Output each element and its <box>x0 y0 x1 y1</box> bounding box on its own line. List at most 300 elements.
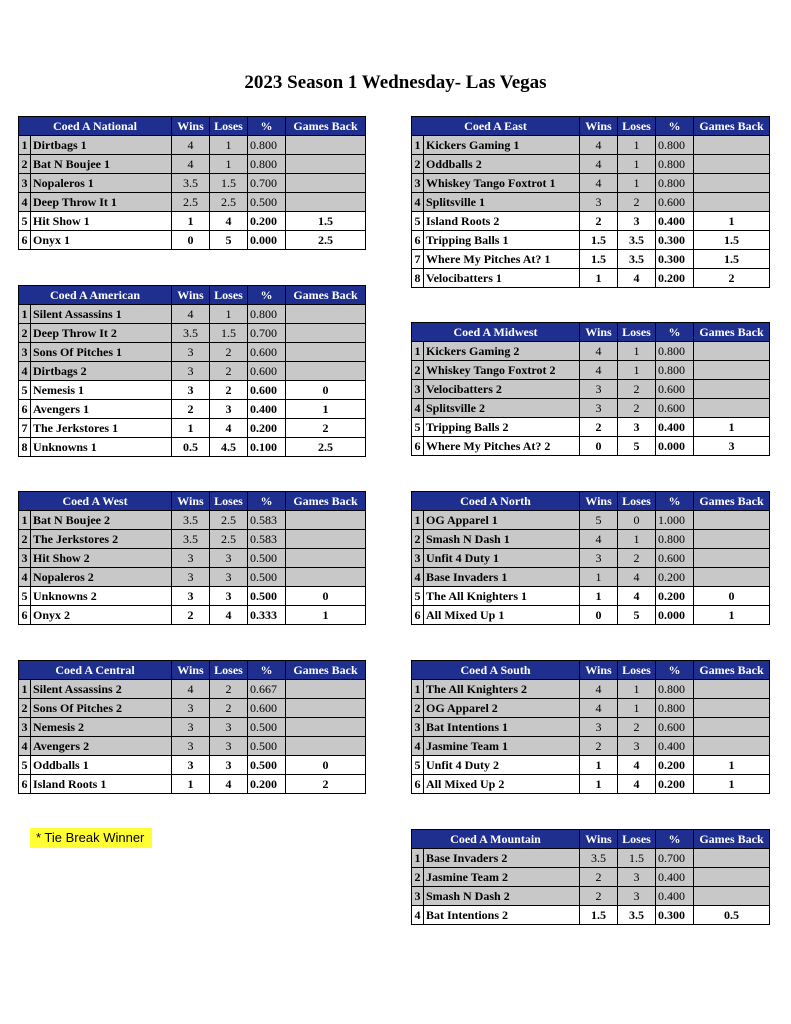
wins-cell: 0.5 <box>172 438 210 457</box>
division-table-coed-a-east <box>411 116 770 288</box>
standings-row <box>412 342 770 361</box>
loses-cell: 3 <box>210 400 248 419</box>
games-back-cell: 0.5 <box>694 906 770 925</box>
header-pct: % <box>248 492 286 511</box>
pct-cell: 0.000 <box>656 606 694 625</box>
standings-row <box>19 737 366 756</box>
games-back-cell <box>694 699 770 718</box>
wins-cell: 3 <box>172 587 210 606</box>
loses-cell: 3.5 <box>618 250 656 269</box>
pct-cell: 0.700 <box>656 849 694 868</box>
standings-row <box>19 212 366 231</box>
standings-row <box>412 361 770 380</box>
standings-row <box>19 155 366 174</box>
pct-cell: 0.800 <box>656 680 694 699</box>
games-back-cell <box>694 549 770 568</box>
wins-cell: 1.5 <box>580 250 618 269</box>
wins-cell: 3 <box>580 399 618 418</box>
header-pct: % <box>656 830 694 849</box>
pct-cell: 0.500 <box>248 193 286 212</box>
loses-cell: 2 <box>618 193 656 212</box>
team-name: Oddballs 1 <box>31 756 172 775</box>
team-name: Bat Intentions 2 <box>424 906 580 925</box>
loses-cell: 2.5 <box>210 193 248 212</box>
pct-cell: 0.500 <box>248 756 286 775</box>
games-back-cell <box>694 849 770 868</box>
loses-cell: 4 <box>618 587 656 606</box>
loses-cell: 3.5 <box>618 231 656 250</box>
wins-cell: 2 <box>580 737 618 756</box>
team-name: Velocibatters 2 <box>424 380 580 399</box>
wins-cell: 1 <box>580 756 618 775</box>
games-back-cell <box>286 737 366 756</box>
wins-cell: 3 <box>172 568 210 587</box>
games-back-cell: 2.5 <box>286 231 366 250</box>
header-wins: Wins <box>172 286 210 305</box>
pct-cell: 0.000 <box>248 231 286 250</box>
games-back-cell <box>286 549 366 568</box>
team-name: Deep Throw It 2 <box>31 324 172 343</box>
games-back-cell <box>694 568 770 587</box>
games-back-cell: 2 <box>286 775 366 794</box>
wins-cell: 3.5 <box>172 174 210 193</box>
rank-cell: 6 <box>412 606 424 625</box>
games-back-cell <box>286 511 366 530</box>
team-name: Unknowns 2 <box>31 587 172 606</box>
rank-cell: 6 <box>19 231 31 250</box>
team-name: Bat N Boujee 2 <box>31 511 172 530</box>
header-gb: Games Back <box>286 661 366 680</box>
standings-row <box>19 511 366 530</box>
games-back-cell <box>694 868 770 887</box>
team-name: Smash N Dash 1 <box>424 530 580 549</box>
standings-row <box>19 381 366 400</box>
games-back-cell <box>694 174 770 193</box>
pct-cell: 0.300 <box>656 906 694 925</box>
standings-row <box>19 775 366 794</box>
rank-cell: 6 <box>19 400 31 419</box>
pct-cell: 0.583 <box>248 511 286 530</box>
rank-cell: 4 <box>19 193 31 212</box>
rank-cell: 2 <box>412 530 424 549</box>
header-loses: Loses <box>618 492 656 511</box>
pct-cell: 0.800 <box>248 155 286 174</box>
rank-cell: 3 <box>412 718 424 737</box>
games-back-cell: 1.5 <box>694 250 770 269</box>
standings-row <box>19 419 366 438</box>
rank-cell: 1 <box>412 511 424 530</box>
division-header-row <box>412 117 770 136</box>
rank-cell: 5 <box>412 587 424 606</box>
division-name: Coed A Midwest <box>412 323 580 342</box>
standings-row <box>19 680 366 699</box>
header-loses: Loses <box>618 830 656 849</box>
header-pct: % <box>248 286 286 305</box>
header-wins: Wins <box>580 323 618 342</box>
pct-cell: 0.000 <box>656 437 694 456</box>
loses-cell: 1 <box>618 136 656 155</box>
rank-cell: 2 <box>412 155 424 174</box>
header-pct: % <box>656 492 694 511</box>
rank-cell: 2 <box>19 324 31 343</box>
loses-cell: 4 <box>618 568 656 587</box>
pct-cell: 0.600 <box>248 699 286 718</box>
rank-cell: 4 <box>19 568 31 587</box>
rank-cell: 3 <box>412 549 424 568</box>
header-gb: Games Back <box>286 492 366 511</box>
standings-row <box>412 193 770 212</box>
loses-cell: 3 <box>210 549 248 568</box>
standings-row <box>19 231 366 250</box>
loses-cell: 3 <box>210 756 248 775</box>
loses-cell: 4 <box>210 606 248 625</box>
pct-cell: 0.400 <box>656 868 694 887</box>
games-back-cell: 0 <box>286 587 366 606</box>
games-back-cell: 1 <box>286 606 366 625</box>
division-name: Coed A West <box>19 492 172 511</box>
rank-cell: 3 <box>412 887 424 906</box>
games-back-cell <box>286 718 366 737</box>
wins-cell: 0 <box>172 231 210 250</box>
team-name: Nopaleros 2 <box>31 568 172 587</box>
games-back-cell: 0 <box>286 756 366 775</box>
team-name: Onyx 1 <box>31 231 172 250</box>
pct-cell: 0.400 <box>656 887 694 906</box>
loses-cell: 2 <box>210 699 248 718</box>
team-name: Hit Show 2 <box>31 549 172 568</box>
rank-cell: 5 <box>19 212 31 231</box>
standings-row <box>19 324 366 343</box>
rank-cell: 5 <box>19 381 31 400</box>
team-name: Sons Of Pitches 1 <box>31 343 172 362</box>
games-back-cell <box>694 342 770 361</box>
team-name: Unfit 4 Duty 1 <box>424 549 580 568</box>
team-name: Whiskey Tango Foxtrot 1 <box>424 174 580 193</box>
division-name: Coed A National <box>19 117 172 136</box>
rank-cell: 1 <box>412 342 424 361</box>
pct-cell: 0.500 <box>248 568 286 587</box>
rank-cell: 2 <box>19 530 31 549</box>
rank-cell: 4 <box>412 193 424 212</box>
wins-cell: 3 <box>580 718 618 737</box>
team-name: All Mixed Up 1 <box>424 606 580 625</box>
wins-cell: 1.5 <box>580 906 618 925</box>
wins-cell: 3 <box>580 193 618 212</box>
rank-cell: 8 <box>412 269 424 288</box>
team-name: Tripping Balls 1 <box>424 231 580 250</box>
pct-cell: 0.500 <box>248 549 286 568</box>
team-name: All Mixed Up 2 <box>424 775 580 794</box>
pct-cell: 0.200 <box>248 775 286 794</box>
header-pct: % <box>656 661 694 680</box>
loses-cell: 1 <box>618 530 656 549</box>
loses-cell: 2.5 <box>210 511 248 530</box>
standings-row <box>19 568 366 587</box>
rank-cell: 1 <box>412 680 424 699</box>
loses-cell: 2.5 <box>210 530 248 549</box>
loses-cell: 3 <box>618 418 656 437</box>
games-back-cell <box>286 680 366 699</box>
loses-cell: 1 <box>210 136 248 155</box>
pct-cell: 0.800 <box>248 305 286 324</box>
team-name: Deep Throw It 1 <box>31 193 172 212</box>
games-back-cell <box>286 174 366 193</box>
standings-row <box>19 362 366 381</box>
loses-cell: 5 <box>618 606 656 625</box>
page-title: 2023 Season 1 Wednesday- Las Vegas <box>244 72 547 93</box>
wins-cell: 2 <box>172 400 210 419</box>
games-back-cell: 1.5 <box>694 231 770 250</box>
pct-cell: 0.600 <box>656 718 694 737</box>
wins-cell: 3 <box>172 362 210 381</box>
wins-cell: 4 <box>580 680 618 699</box>
division-header-row <box>412 661 770 680</box>
header-loses: Loses <box>210 117 248 136</box>
wins-cell: 5 <box>580 511 618 530</box>
header-gb: Games Back <box>286 286 366 305</box>
header-wins: Wins <box>580 117 618 136</box>
division-table-coed-a-national <box>18 116 366 250</box>
team-name: Avengers 2 <box>31 737 172 756</box>
wins-cell: 4 <box>172 136 210 155</box>
loses-cell: 2 <box>210 362 248 381</box>
standings-row <box>412 718 770 737</box>
games-back-cell: 2 <box>286 419 366 438</box>
wins-cell: 4 <box>172 155 210 174</box>
team-name: Splitsville 1 <box>424 193 580 212</box>
pct-cell: 0.800 <box>656 342 694 361</box>
wins-cell: 2 <box>580 212 618 231</box>
rank-cell: 2 <box>412 361 424 380</box>
team-name: Nemesis 2 <box>31 718 172 737</box>
division-header-row <box>19 286 366 305</box>
standings-row <box>412 418 770 437</box>
games-back-cell: 0 <box>286 381 366 400</box>
loses-cell: 3.5 <box>618 906 656 925</box>
team-name: Dirtbags 2 <box>31 362 172 381</box>
loses-cell: 3 <box>210 568 248 587</box>
header-pct: % <box>656 117 694 136</box>
wins-cell: 3.5 <box>580 849 618 868</box>
wins-cell: 3 <box>172 549 210 568</box>
rank-cell: 2 <box>412 868 424 887</box>
standings-row <box>412 174 770 193</box>
pct-cell: 0.500 <box>248 737 286 756</box>
rank-cell: 4 <box>19 737 31 756</box>
team-name: Kickers Gaming 2 <box>424 342 580 361</box>
rank-cell: 4 <box>412 906 424 925</box>
standings-row <box>412 511 770 530</box>
rank-cell: 2 <box>19 155 31 174</box>
games-back-cell <box>286 699 366 718</box>
team-name: OG Apparel 1 <box>424 511 580 530</box>
wins-cell: 3 <box>172 699 210 718</box>
header-gb: Games Back <box>694 117 770 136</box>
rank-cell: 5 <box>412 756 424 775</box>
loses-cell: 1 <box>618 361 656 380</box>
division-name: Coed A Mountain <box>412 830 580 849</box>
pct-cell: 0.100 <box>248 438 286 457</box>
games-back-cell <box>694 155 770 174</box>
standings-row <box>19 549 366 568</box>
loses-cell: 3 <box>618 868 656 887</box>
rank-cell: 5 <box>19 587 31 606</box>
team-name: Silent Assassins 2 <box>31 680 172 699</box>
standings-row <box>412 155 770 174</box>
header-gb: Games Back <box>694 492 770 511</box>
loses-cell: 1.5 <box>210 324 248 343</box>
team-name: OG Apparel 2 <box>424 699 580 718</box>
header-gb: Games Back <box>694 661 770 680</box>
standings-row <box>19 699 366 718</box>
team-name: Where My Pitches At? 1 <box>424 250 580 269</box>
loses-cell: 2 <box>618 399 656 418</box>
games-back-cell: 3 <box>694 437 770 456</box>
rank-cell: 1 <box>19 511 31 530</box>
standings-row <box>412 231 770 250</box>
loses-cell: 1 <box>618 155 656 174</box>
games-back-cell: 1 <box>694 775 770 794</box>
team-name: Silent Assassins 1 <box>31 305 172 324</box>
loses-cell: 2 <box>210 343 248 362</box>
header-wins: Wins <box>580 830 618 849</box>
loses-cell: 4.5 <box>210 438 248 457</box>
pct-cell: 0.800 <box>656 530 694 549</box>
loses-cell: 3 <box>618 212 656 231</box>
wins-cell: 2 <box>580 868 618 887</box>
standings-row <box>412 775 770 794</box>
header-pct: % <box>248 117 286 136</box>
pct-cell: 0.500 <box>248 718 286 737</box>
team-name: Hit Show 1 <box>31 212 172 231</box>
rank-cell: 7 <box>412 250 424 269</box>
team-name: Island Roots 1 <box>31 775 172 794</box>
wins-cell: 3 <box>172 381 210 400</box>
header-gb: Games Back <box>694 830 770 849</box>
header-loses: Loses <box>210 661 248 680</box>
pct-cell: 0.200 <box>248 419 286 438</box>
wins-cell: 4 <box>580 342 618 361</box>
header-gb: Games Back <box>694 323 770 342</box>
loses-cell: 1 <box>210 155 248 174</box>
division-name: Coed A American <box>19 286 172 305</box>
wins-cell: 1 <box>580 269 618 288</box>
standings-row <box>19 587 366 606</box>
loses-cell: 0 <box>618 511 656 530</box>
standings-row <box>19 400 366 419</box>
loses-cell: 1 <box>618 342 656 361</box>
header-loses: Loses <box>210 492 248 511</box>
pct-cell: 0.600 <box>656 193 694 212</box>
standings-row <box>412 530 770 549</box>
wins-cell: 3 <box>172 756 210 775</box>
wins-cell: 3 <box>172 718 210 737</box>
rank-cell: 2 <box>19 699 31 718</box>
pct-cell: 0.700 <box>248 324 286 343</box>
rank-cell: 8 <box>19 438 31 457</box>
pct-cell: 0.600 <box>248 362 286 381</box>
rank-cell: 3 <box>412 174 424 193</box>
pct-cell: 0.300 <box>656 250 694 269</box>
standings-row <box>19 136 366 155</box>
standings-row <box>412 868 770 887</box>
wins-cell: 2 <box>580 418 618 437</box>
wins-cell: 4 <box>172 305 210 324</box>
pct-cell: 0.800 <box>656 155 694 174</box>
header-gb: Games Back <box>286 117 366 136</box>
rank-cell: 4 <box>19 362 31 381</box>
header-loses: Loses <box>618 117 656 136</box>
loses-cell: 3 <box>618 887 656 906</box>
rank-cell: 6 <box>412 231 424 250</box>
rank-cell: 6 <box>412 775 424 794</box>
pct-cell: 0.200 <box>656 756 694 775</box>
games-back-cell <box>694 380 770 399</box>
division-header-row <box>412 830 770 849</box>
pct-cell: 0.600 <box>656 399 694 418</box>
standings-row <box>412 437 770 456</box>
team-name: Base Invaders 2 <box>424 849 580 868</box>
loses-cell: 4 <box>210 775 248 794</box>
wins-cell: 0 <box>580 437 618 456</box>
pct-cell: 0.800 <box>248 136 286 155</box>
team-name: Sons Of Pitches 2 <box>31 699 172 718</box>
loses-cell: 2 <box>618 549 656 568</box>
loses-cell: 4 <box>618 775 656 794</box>
team-name: Bat N Boujee 1 <box>31 155 172 174</box>
team-name: Velocibatters 1 <box>424 269 580 288</box>
team-name: Kickers Gaming 1 <box>424 136 580 155</box>
loses-cell: 2 <box>618 718 656 737</box>
standings-row <box>412 212 770 231</box>
header-loses: Loses <box>618 323 656 342</box>
rank-cell: 4 <box>412 399 424 418</box>
division-table-coed-a-west <box>18 491 366 625</box>
pct-cell: 0.600 <box>248 343 286 362</box>
games-back-cell: 1 <box>694 756 770 775</box>
team-name: Nemesis 1 <box>31 381 172 400</box>
wins-cell: 3 <box>580 549 618 568</box>
division-table-coed-a-central <box>18 660 366 794</box>
header-wins: Wins <box>172 117 210 136</box>
team-name: The All Knighters 1 <box>424 587 580 606</box>
wins-cell: 1.5 <box>580 231 618 250</box>
pct-cell: 0.500 <box>248 587 286 606</box>
standings-row <box>412 380 770 399</box>
rank-cell: 5 <box>19 756 31 775</box>
wins-cell: 0 <box>580 606 618 625</box>
wins-cell: 4 <box>580 699 618 718</box>
loses-cell: 3 <box>210 587 248 606</box>
standings-row <box>412 606 770 625</box>
division-header-row <box>19 117 366 136</box>
rank-cell: 1 <box>412 136 424 155</box>
games-back-cell <box>286 568 366 587</box>
loses-cell: 3 <box>210 737 248 756</box>
team-name: The Jerkstores 2 <box>31 530 172 549</box>
rank-cell: 3 <box>19 718 31 737</box>
pct-cell: 0.600 <box>248 381 286 400</box>
games-back-cell <box>286 362 366 381</box>
pct-cell: 1.000 <box>656 511 694 530</box>
division-table-coed-a-american <box>18 285 366 457</box>
wins-cell: 1 <box>580 568 618 587</box>
games-back-cell <box>694 193 770 212</box>
standings-row <box>412 756 770 775</box>
games-back-cell <box>694 399 770 418</box>
division-name: Coed A Central <box>19 661 172 680</box>
games-back-cell <box>286 324 366 343</box>
